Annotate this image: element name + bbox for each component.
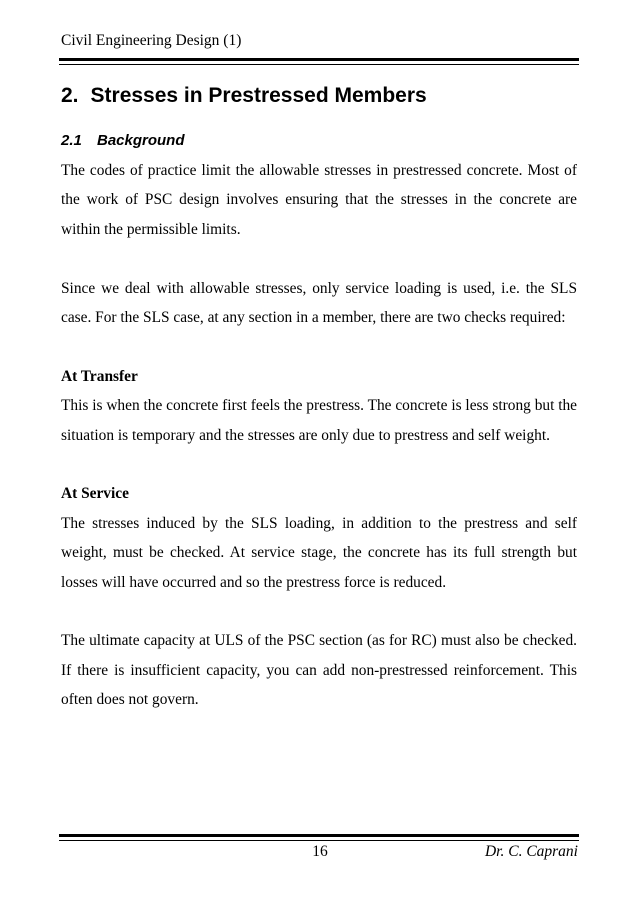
author-name: Dr. C. Caprani xyxy=(484,843,578,860)
body-text xyxy=(61,156,577,715)
heading-at-transfer: At Transfer xyxy=(61,367,138,385)
section-number: 2.1 xyxy=(61,132,82,149)
footer-rule-thin xyxy=(59,840,579,841)
heading-at-service: At Service xyxy=(61,485,129,503)
header-rule xyxy=(59,58,579,61)
paragraph-service: The stresses induced by the SLS loading, in addition to the prestress and self weight, must be checked. At service stage, the concrete has its full strength but losses will have occurred and so the prestress force is reduced. xyxy=(61,514,577,591)
chapter-number: 2. xyxy=(61,84,79,107)
page-number: 16 xyxy=(312,843,328,860)
paragraph-transfer: This is when the concrete first feels the prestress. The concrete is less strong but the situation is temporary and the stresses are only due to prestress and self weight. xyxy=(61,397,578,444)
paragraph-intro-2: Since we deal with allowable stresses, only service loading is used, i.e. the SLS case. For the SLS case, at any section in a member, there are two checks required: xyxy=(61,279,577,327)
section-title-text: Background xyxy=(97,132,185,149)
paragraph-uls: The ultimate capacity at ULS of the PSC section (as for RC) must also be checked. If there is insufficient capacity, you can add non-prestressed reinforcement. This often does not govern. xyxy=(61,632,577,709)
section-title xyxy=(61,132,185,149)
chapter-title-text: Stresses in Prestressed Members xyxy=(90,84,427,107)
footer-rule xyxy=(59,834,579,837)
paragraph-intro-1: The codes of practice limit the allowable stresses in prestressed concrete. Most of the work of PSC design involves ensuring that the stresses in the concrete are within the permissible limits. xyxy=(61,162,577,238)
chapter-title xyxy=(61,84,427,108)
header-rule-thin xyxy=(59,64,579,65)
running-header: Civil Engineering Design (1) xyxy=(61,32,242,49)
